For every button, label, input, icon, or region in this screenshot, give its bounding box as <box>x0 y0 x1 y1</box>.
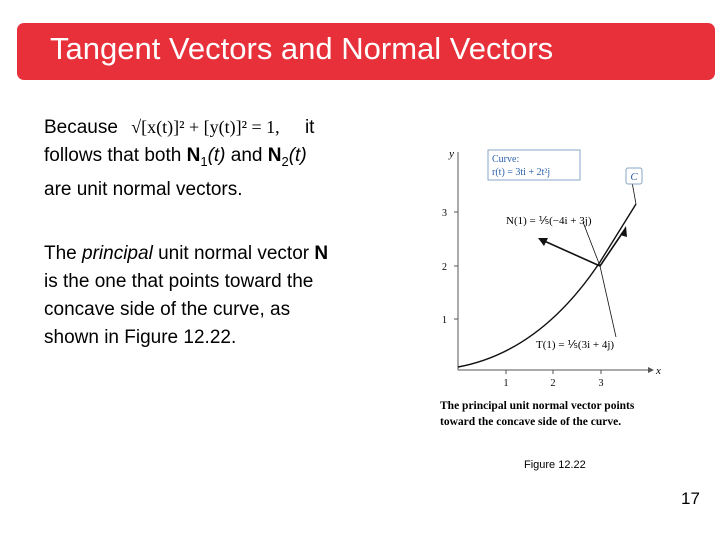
x-tick-label-2: 2 <box>550 378 556 389</box>
normal-label: N(1) = ⅕(−4i + 3j) <box>506 215 592 227</box>
x-tick-label-1: 1 <box>503 378 509 389</box>
p2-line3: concave side of the curve, as <box>44 299 291 320</box>
n-symbol: N <box>186 145 201 166</box>
p2-line2: is the one that points toward the <box>44 271 314 292</box>
and-text: and <box>225 145 268 166</box>
norm-formula: √[x(t)]² + [y(t)]² = 1, <box>131 117 280 137</box>
figure-12-22 <box>430 142 680 434</box>
unit-normal-text: unit normal vector <box>152 243 315 264</box>
page-number: 17 <box>681 489 700 508</box>
figure-graphic <box>430 142 680 434</box>
curve-box-equation: r(t) = 3ti + 2t²j <box>492 167 551 178</box>
n2-symbol: N <box>267 145 282 166</box>
t-arg-1: (t) <box>207 145 226 166</box>
t-arg-2: (t) <box>288 145 307 166</box>
subscript-2: 2 <box>281 153 289 169</box>
figure-caption-line2: toward the concave side of the curve. <box>440 416 622 428</box>
p2-line1 <box>44 240 328 268</box>
p1-line3: are unit normal vectors. <box>44 178 243 200</box>
figure-label: Figure 12.22 <box>524 459 586 471</box>
y-tick-label-1: 1 <box>442 315 447 326</box>
curve-label: C <box>630 171 638 183</box>
n-bold: N <box>314 243 329 264</box>
tangent-label: T(1) = ⅕(3i + 4j) <box>536 339 615 351</box>
curve-box-title: Curve: <box>492 154 520 165</box>
p1-line2 <box>44 142 314 176</box>
y-tick-label-2: 2 <box>442 262 447 273</box>
tangent-pointer <box>600 266 616 337</box>
paragraph-principal-normal <box>44 240 328 352</box>
title-bar <box>17 23 715 80</box>
principal-text: principal <box>82 243 153 264</box>
y-axis-label: y <box>449 148 454 160</box>
tangent-vector <box>600 232 623 266</box>
follows-text: follows that both <box>44 145 187 166</box>
p1-line1 <box>44 113 314 142</box>
figure-caption-line1: The principal unit normal vector points <box>440 400 635 412</box>
p2-line4: shown in Figure 12.22. <box>44 327 237 348</box>
it-text: it <box>304 117 315 138</box>
subscript-1: 1 <box>200 153 208 169</box>
the-text: The <box>44 243 83 264</box>
x-axis-arrow <box>648 367 654 373</box>
x-tick-label-3: 3 <box>598 378 604 389</box>
y-tick-label-3: 3 <box>442 208 447 219</box>
paragraph-unit-normal <box>44 113 314 204</box>
slide-title: Tangent Vectors and Normal Vectors <box>50 31 554 66</box>
x-axis-label: x <box>656 365 661 377</box>
curve-pointer <box>632 182 636 204</box>
because-text: Because <box>44 117 118 138</box>
